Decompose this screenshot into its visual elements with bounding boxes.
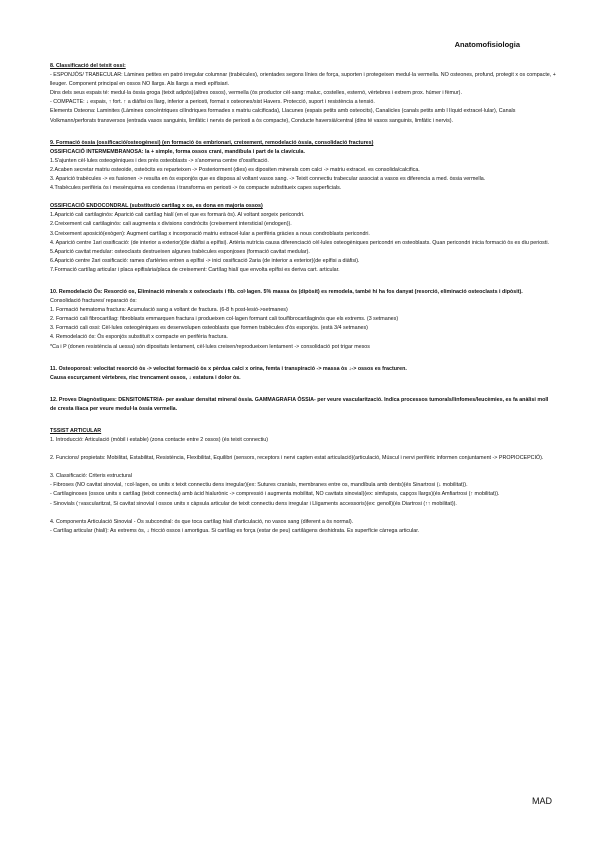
section-9 — [50, 139, 556, 275]
paragraph: Dins dels seus espais té: medul·la òssia groga (teixit adipós)(altres ossos), vermella (òs productor cèl·sang: maluc, costelles, esternó, vèrtebres i extrem prox. húmer i fèmur). — [50, 90, 462, 97]
paragraph: 1. Introducció: Articulació (mòbil i estable) (zona contacte entre 2 ossos) (és teixit connectiu) — [50, 437, 269, 444]
list-item: - Cartílag articular (hialí): As extrems òs, ↓ fricció ossos i amortigua. Si cartílag es força (estar de peu) cartilàgens deshidrata. Es superfície càrrega articular. — [50, 527, 420, 534]
section-11 — [50, 365, 556, 383]
section-title: TSSIST ARTICULAR — [50, 428, 102, 434]
subtitle: OSSIFICACIÓ ENDOCONDRAL (substitució cartílag x os, es dona en majoria ossos) — [50, 203, 263, 210]
list-item: 1.Aparició cali cartilaginós: Aparició cali cartílag hialí (en el que es formarà òs). Al voltant sorgeix pericondri. — [50, 212, 305, 219]
list-item: 2. Formació cali fibrocartílag: fibroblasts emmarquen fractura i produeixen col·lagen formant cali tou/fibrocartilaginós que els extrems. (3 setmanes) — [50, 316, 399, 323]
list-item: 2.Creixement cali cartilaginós: cali augmenta x divisions condròcits (creixement intersticial (endogen)). — [50, 221, 292, 228]
subtitle: OSSIFICACIÓ INTERMEMBRANOSA: la + simple, forma ossos crani, mandíbula i part de la clavícula. — [50, 148, 305, 155]
paragraph: - COMPACTE: ↓ espais, ↑ fort. ↑ a diàfisi os llarg, inferior a periosti, format x osteones/sist Havers. Protecció, suport i resistència a tensió. — [50, 99, 375, 106]
paragraph: - ESPONJÓS/ TRABECULAR: Làmines petites en patró irregular columnar (trabècules), orientades segons línies de força, suporten i protegeixen medul·la vermella. NO osteones, profund, protegit x os compacte, + lleuger. Component principal en ossos NO llargs. Als llargs a medi epífisiari. — [50, 72, 556, 88]
list-item: 3.Creixement aposició(exògen): Augment cartílag x incorporació matriu extracel·lular a perifèria gràcies a nous condroblasts pericondri. — [50, 230, 370, 237]
list-item: - Sinovials (↑vascularitzat, Si cavitat sinovial i ossos units x càpsula articular de teixit connectiu dens irregular i Lligaments accessoris)(ex: genoll)(és Diartrosi (↑↑ mobilitat)). — [50, 500, 457, 507]
list-item: 3. Aparició trabècules -> es fusionen -> resulta en òs esponjós que es disposa al voltant vasos sang. -> Teixit connectiu trabecular associat a vasos es diferencia a med. òssia vermella. — [50, 176, 486, 183]
section-title: 8. Classificació del teixit ossi: — [50, 63, 126, 69]
section-title: 9. Formació òssia (ossificació/osteogènesi) (en formació òs embrionari, creixement, remodelació òssia, consolidació fractures) — [50, 139, 374, 146]
list-item: 1.S'ajunten cèl·lules osteogèniques i des prés osteoblasts -> s'anomena centre d'ossificació. — [50, 157, 269, 164]
paragraph: Causa escurçament vèrtebres, risc trencament ossos, ↓ estatura i dolor òs. — [50, 374, 241, 381]
list-item: 4.Trabècules perifèria òs i mesènquima es condensa i transforma en periosti -> òs compacte substitueix capes superficials. — [50, 185, 342, 192]
list-item: 5.Aparició cavitat medular: osteoclasts destrueixen algunes trabècules esponjoses (formació cavitat medular). — [50, 248, 310, 255]
list-item: 4. Remodelació ós: Òs esponjós substituït x compacte en perifèria fractura. — [50, 334, 228, 341]
paragraph: 2. Funcions/ propietats: Mobilitat, Estabilitat, Resistència, Flexibilitat, Equilibri (sensors, receptors i nervi capten estat articulació)(articulació, Múscul i nervi perifèric informen conjuntament -> PROPIOCEPCIÓ). — [50, 455, 544, 462]
document-body — [50, 62, 556, 536]
page-footer: MAD — [532, 796, 552, 806]
section-8 — [50, 62, 556, 126]
paragraph: 3. Classificació: Criteris estructural — [50, 473, 132, 480]
list-item: 7.Formació cartílag articular i placa epifisària/placa de creixement: Cartílag hialí que envolta epífisi es deriva cart. articular. — [50, 266, 340, 273]
section-12 — [50, 396, 556, 414]
list-item: - Cartilaginoses (ossos units x cartílag (teixit connectiu) amb àcid hialurònic -> compressió i augmenta mobilitat, NO cavitats sinovial)(ex: simfupsis, capços llargs)(és Amfiartrosi (↑ mobilitat)). — [50, 491, 500, 498]
list-item: 2.Acaben secretar matriu osteoide, osteòcits es reparteixen -> Posteriorment (dies) es dipositen minerals com calci -> matriu extracel. es consolida/calcifica. — [50, 166, 420, 173]
paragraph: Elements Osteona: Laminites (Làmines concèntriques cilíndriques formades x matriu calcificada), Llacunes (espais petits amb osteocits), Canalicles (canals petits amb l líquid extracel·lular), Canals Volkmann/perforats transversos (entrada vasos sanguinis, limfàtic i nervis de periosti a òs compacte), Conducte haversià/central (dins té vasos sanguinis, limfàtic i nervis). — [50, 108, 516, 124]
list-item: 3. Formació cali ossi: Cèl·lules osteogèniques es desenvolupen osteoblasts que formen trabècules d'òs esponjós. (està 3/4 setmanes) — [50, 325, 368, 332]
list-item: 6.Aparició centre 2ari ossificació: rames d'artèries entren a epífisi -> inici ossificació 2aria (de interior a exterior)(de epífisi a diàfisi). — [50, 257, 360, 264]
note: *Ca i P (donen resistència al uessa) són dipositats lentament, cèl·lules creixen/reprodueixen lentament -> consolidació pot trigar mesos — [50, 343, 370, 350]
paragraph: 11. Osteoporosi: velocitat resorció òs -> velocitat formació òs x pèrdua calci x orina, femta i transpiració -> massa òs ↓-> ossos es fracturen. — [50, 365, 407, 372]
paragraph: 12. Proves Diagnòstiques: DENSITOMETRIA- per avaluar densitat mineral òssia. GAMMAGRAFIA ÒSSIA- per veure vascularització. Indica processos tumorals/linfomes/leucèmies, es fa anàlisi moll de cresta ilíaca per veure medul·la òssia vermella. — [50, 396, 549, 412]
section-title: 10. Remodelació Ós: Resorció os, Eliminació minerals x osteoclasts i fib. col·lagen. 5% massa òs (dipòsit) es remodela, també hi ha fos danyat (resorció, eliminació osteoclasts i dipòsit). — [50, 288, 523, 295]
paragraph: 4. Components Articulació Sinovial - Òs subcondral: ós que toca cartílag hialí d'articulació, no vasos sang (diferent a òs normal). — [50, 518, 354, 525]
section-10 — [50, 288, 556, 352]
section-articular — [50, 427, 556, 536]
subtitle: Consolidació fractures/ reparació ós: — [50, 298, 137, 305]
page-header: Anatomofisiologia — [454, 40, 520, 49]
list-item: - Fibroses (NO cavitat sinovial, ↑col·lagen, os units x teixit connectiu dens irregular)(ex: Sutures cranials, membranes entre os, mandíbula amb dents)(és Sinartrosi (↓ mobilitat)). — [50, 482, 468, 489]
list-item: 1. Formació hematoma fractura: Acumulació sang a voltant de fractura. (6-8 h post-lesió->setmanes) — [50, 307, 288, 314]
list-item: 4. Aparició centre 1ari ossificació: (de interior a exterior)(de diàfisi a epífisi). Artèria nutrícia causa diferenciació cèl·lules osteogèniques pericondri en osteoblasts. Quan pericondri inicia formació òs es diu periosti. — [50, 239, 549, 246]
